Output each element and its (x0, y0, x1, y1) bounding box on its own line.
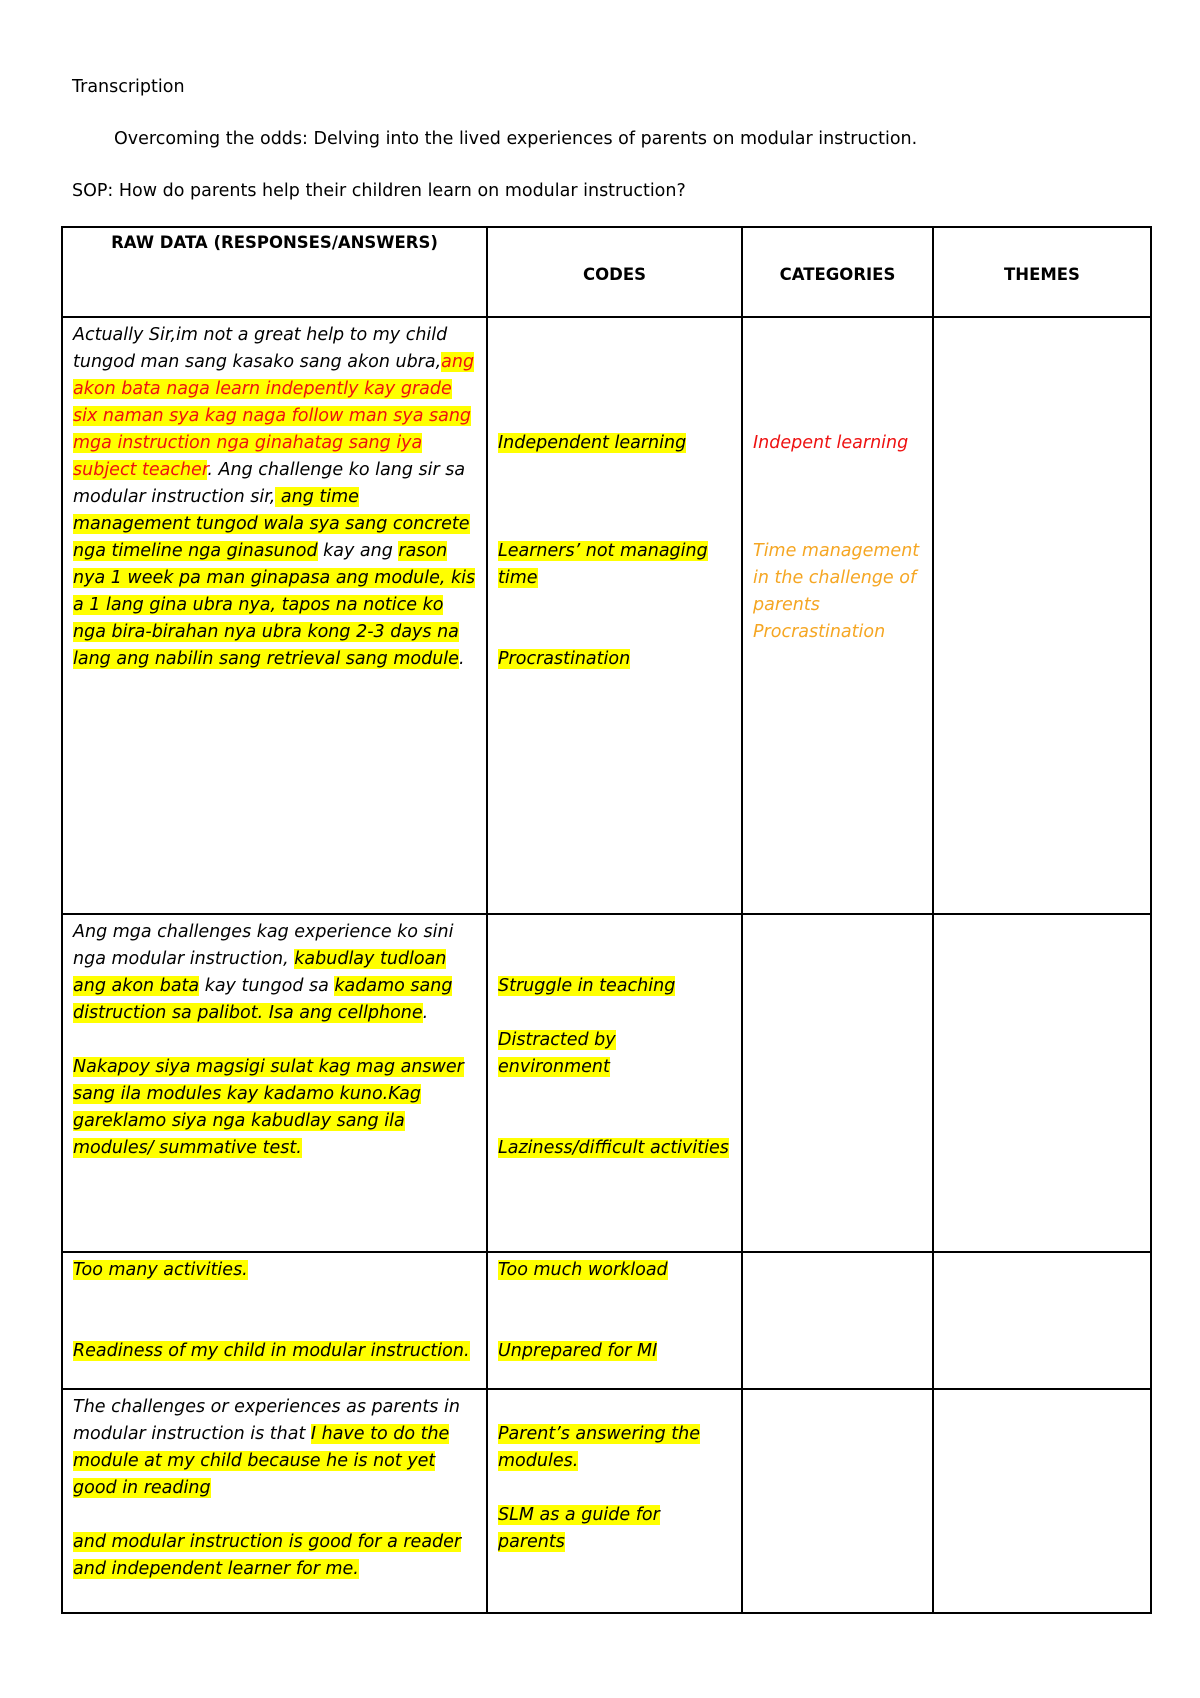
response-text: . (422, 1003, 429, 1023)
header-row (62, 227, 1151, 317)
raw-data-cell (62, 1389, 487, 1613)
highlighted-response: kabudlay tudloan ang akon bata (73, 949, 447, 996)
coding-table (61, 226, 1152, 1614)
highlighted-response: kadamo sang distruction sa palibot. Isa ang cellphone (73, 976, 453, 1023)
highlighted-response: Nakapoy siya magsigi sulat kag mag answer sang ila modules kay kadamo kuno.Kag gareklamo siya nga kabudlay sang ila modules/ summative test. (73, 1057, 464, 1158)
document-title: Overcoming the odds: Delving into the lived experiences of parents on modular instruction. (114, 129, 918, 149)
highlighted-response: ang time management tungod wala sya sang concrete nga timeline nga ginasunod (73, 487, 470, 561)
document-heading: Transcription (72, 77, 185, 97)
code-item: Distracted by environment (498, 1030, 616, 1077)
themes-cell (933, 1389, 1151, 1613)
categories-cell (742, 914, 933, 1252)
code-item: Laziness/difficult activities (498, 1138, 729, 1158)
statement-of-problem: SOP: How do parents help their children learn on modular instruction? (72, 181, 686, 201)
response-text: Actually Sir,im not a great help to my child tungod man sang kasako sang akon ubra, (73, 325, 448, 372)
response-text: kay ang (317, 541, 399, 561)
category-item: Indepent learning (753, 433, 909, 453)
categories-cell (742, 1252, 933, 1389)
response-text: . (458, 649, 465, 669)
table-row (62, 1389, 1151, 1613)
codes-cell (487, 1389, 742, 1613)
categories-cell (742, 317, 933, 914)
category-item: Procrastination (753, 622, 886, 642)
highlighted-response: and modular instruction is good for a reader and independent learner for me. (73, 1532, 462, 1579)
code-item: Struggle in teaching (498, 976, 676, 996)
raw-data-cell (62, 317, 487, 914)
response-text: kay tungod sa (199, 976, 335, 996)
response-text: . Ang challenge ko lang sir sa modular instruction sir, (73, 460, 466, 507)
header-raw-data: RAW DATA (RESPONSES/ANSWERS) (62, 227, 487, 317)
themes-cell (933, 317, 1151, 914)
categories-cell (742, 1389, 933, 1613)
raw-data-cell (62, 1252, 487, 1389)
header-themes: THEMES (933, 227, 1151, 317)
code-item: Independent learning (498, 433, 687, 453)
code-item: Too much workload (498, 1260, 668, 1280)
codes-cell (487, 914, 742, 1252)
header-codes: CODES (487, 227, 742, 317)
themes-cell (933, 1252, 1151, 1389)
code-item: Procrastination (498, 649, 631, 669)
codes-cell (487, 317, 742, 914)
response-text: Ang mga challenges kag experience ko sini nga modular instruction, (73, 922, 454, 969)
category-item: Time management in the challenge of parents (753, 541, 920, 615)
highlighted-response: rason nya 1 week pa man ginapasa ang module, kis a 1 lang gina ubra nya, tapos na notice ko nga bira-birahan nya ubra kong 2-3 days na lang ang nabilin sang retrieval sang module (73, 541, 476, 669)
header-categories: CATEGORIES (742, 227, 933, 317)
table-row (62, 317, 1151, 914)
highlighted-response: Readiness of my child in modular instruction. (73, 1341, 470, 1361)
themes-cell (933, 914, 1151, 1252)
code-item: Learners’ not managing time (498, 541, 708, 588)
table-row (62, 914, 1151, 1252)
highlighted-response: ang akon bata naga learn indepently kay grade six naman sya kag naga follow man sya sang mga instruction nga ginahatag sang iya subject teacher (73, 352, 475, 480)
response-text: The challenges or experiences as parents in modular instruction is that (73, 1397, 460, 1444)
code-item: Parent’s answering the modules. (498, 1424, 700, 1471)
table-row (62, 1252, 1151, 1389)
code-item: SLM as a guide for parents (498, 1505, 660, 1552)
raw-data-cell (62, 914, 487, 1252)
highlighted-response: I have to do the module at my child because he is not yet good in reading (73, 1424, 450, 1498)
code-item: Unprepared for MI (498, 1341, 658, 1361)
codes-cell (487, 1252, 742, 1389)
highlighted-response: Too many activities. (73, 1260, 248, 1280)
